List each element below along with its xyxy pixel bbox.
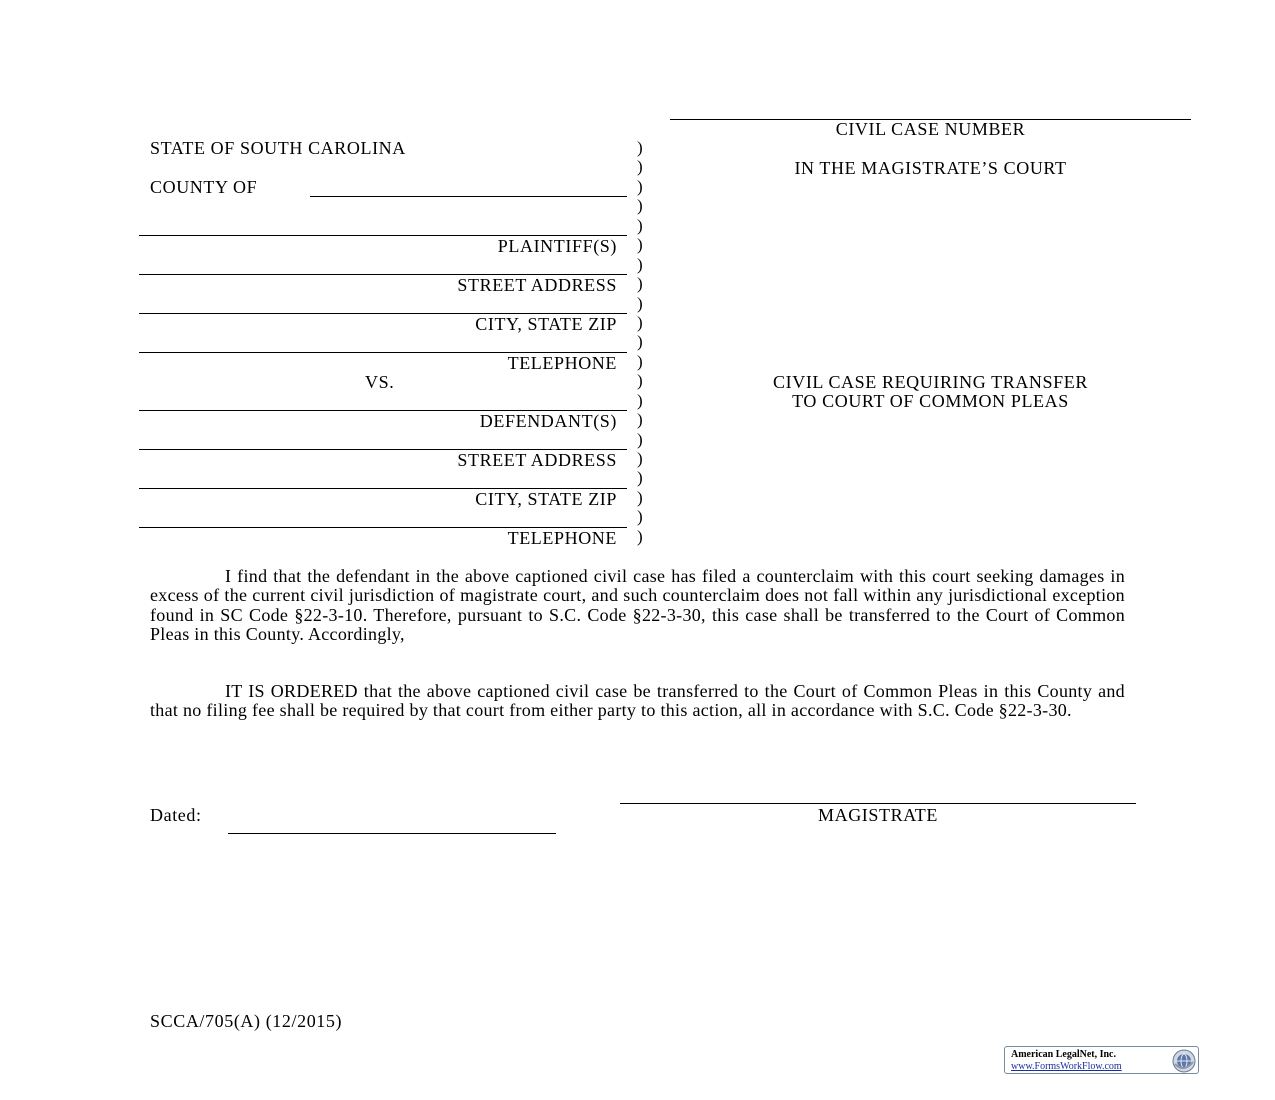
county-field-line[interactable] bbox=[310, 196, 627, 197]
magistrate-label: MAGISTRATE bbox=[817, 805, 938, 825]
vendor-name: American LegalNet, Inc. bbox=[1011, 1049, 1116, 1060]
caption-divider bbox=[637, 138, 649, 546]
divider-paren: ) bbox=[637, 196, 643, 216]
vendor-badge[interactable] bbox=[1004, 1046, 1199, 1074]
divider-paren: ) bbox=[637, 526, 643, 546]
divider-paren: ) bbox=[637, 235, 643, 255]
document-title-line-1: CIVIL CASE REQUIRING TRANSFER bbox=[773, 372, 1088, 392]
versus-label: VS. bbox=[365, 372, 395, 392]
divider-paren: ) bbox=[637, 410, 643, 430]
state-label: STATE OF SOUTH CAROLINA bbox=[150, 138, 406, 158]
defendant-street-label: STREET ADDRESS bbox=[457, 450, 617, 470]
form-id: SCCA/705(A) (12/2015) bbox=[150, 1011, 343, 1031]
divider-paren: ) bbox=[637, 351, 643, 371]
finding-paragraph bbox=[150, 567, 1125, 644]
vendor-url[interactable]: www.FormsWorkFlow.com bbox=[1011, 1061, 1122, 1072]
case-number-label: CIVIL CASE NUMBER bbox=[835, 119, 1026, 139]
divider-paren: ) bbox=[637, 390, 643, 410]
date-field-line[interactable] bbox=[228, 833, 556, 834]
divider-paren: ) bbox=[637, 468, 643, 488]
court-name: IN THE MAGISTRATE’S COURT bbox=[794, 158, 1067, 178]
divider-paren: ) bbox=[637, 507, 643, 527]
dated-label: Dated: bbox=[150, 805, 202, 825]
plaintiff-city-label: CITY, STATE ZIP bbox=[475, 314, 617, 334]
plaintiff-label: PLAINTIFF(S) bbox=[497, 236, 617, 256]
magistrate-signature-line[interactable] bbox=[620, 803, 1136, 804]
divider-paren: ) bbox=[637, 138, 643, 157]
order-lead: IT IS ORDERED bbox=[225, 681, 358, 701]
defendant-city-label: CITY, STATE ZIP bbox=[475, 489, 617, 509]
globe-logo-icon bbox=[1172, 1049, 1196, 1073]
divider-paren: ) bbox=[637, 254, 643, 274]
divider-paren: ) bbox=[637, 449, 643, 468]
divider-paren: ) bbox=[637, 215, 643, 235]
divider-paren: ) bbox=[637, 429, 643, 449]
divider-paren: ) bbox=[637, 176, 643, 196]
divider-paren: ) bbox=[637, 157, 643, 177]
order-text: that the above captioned civil case be transferred to the Court of Common Pleas in this County and that no filing fee shall be required by that court from either party to this action, all in accordance with S.C. Code §22-3-30. bbox=[150, 681, 1125, 721]
plaintiff-street-label: STREET ADDRESS bbox=[457, 275, 617, 295]
divider-paren: ) bbox=[637, 274, 643, 294]
order-paragraph bbox=[150, 682, 1125, 721]
divider-paren: ) bbox=[637, 487, 643, 507]
county-label: COUNTY OF bbox=[150, 177, 258, 197]
divider-paren: ) bbox=[637, 332, 643, 352]
finding-text: I find that the defendant in the above captioned civil case has filed a counterclaim with this court seeking damages in excess of the current civil jurisdiction of magistrate court, and such counterclaim does not fall within any jurisdictional exception found in SC Code §22-3-10. Therefore, pursuant to S.C. Code §22-3-30, this case shall be transferred to the Court of Common Pleas in this County. Accordingly, bbox=[150, 566, 1125, 644]
defendant-label: DEFENDANT(S) bbox=[479, 411, 617, 431]
divider-paren: ) bbox=[637, 371, 643, 391]
defendant-phone-label: TELEPHONE bbox=[507, 528, 617, 548]
divider-paren: ) bbox=[637, 312, 643, 332]
document-title-line-2: TO COURT OF COMMON PLEAS bbox=[792, 391, 1069, 411]
divider-paren: ) bbox=[637, 293, 643, 313]
plaintiff-phone-label: TELEPHONE bbox=[507, 353, 617, 373]
